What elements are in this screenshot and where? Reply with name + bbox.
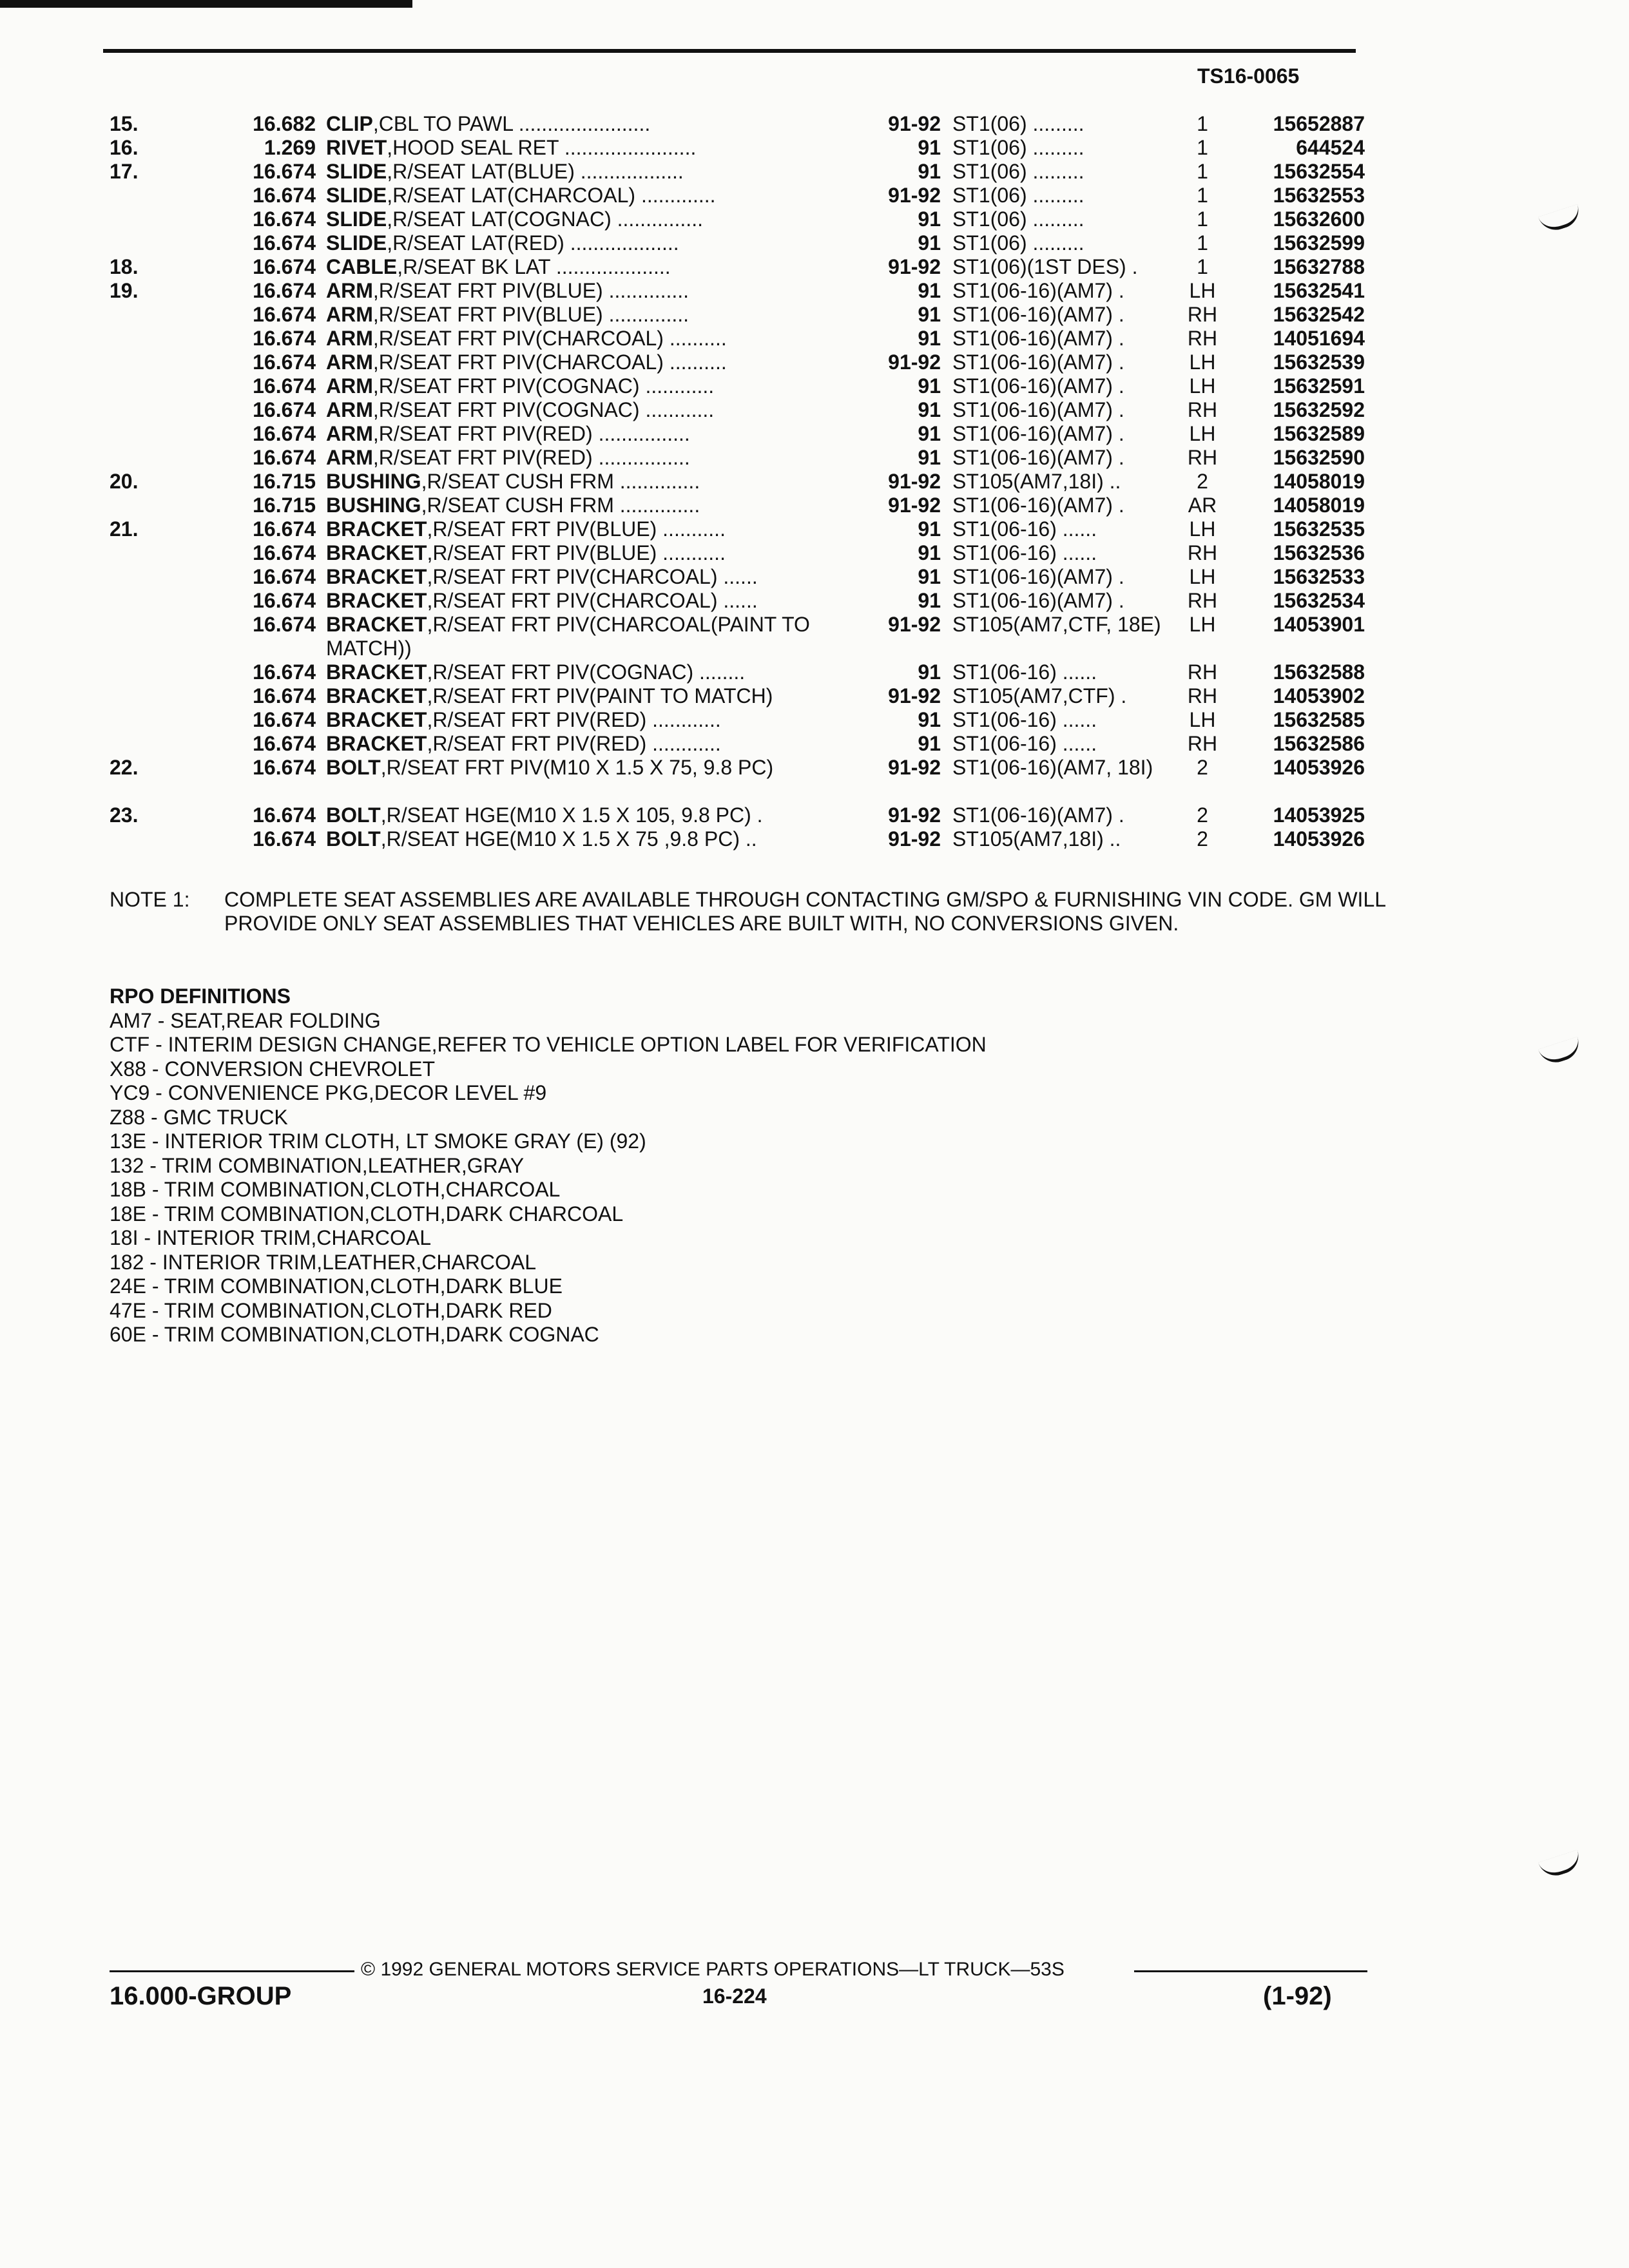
model-year: 91 bbox=[918, 446, 941, 469]
part-number: 15632586 bbox=[1273, 732, 1365, 755]
model-year: 91 bbox=[918, 374, 941, 398]
quantity: 1 bbox=[1197, 231, 1208, 255]
model-year: 91-92 bbox=[888, 827, 941, 850]
quantity: 2 bbox=[1197, 756, 1208, 779]
dot-leader: .............. bbox=[602, 303, 689, 326]
part-detail: ,R/SEAT LAT(BLUE) bbox=[387, 160, 575, 183]
model-year: 91 bbox=[918, 327, 941, 350]
group-number: 16.674 bbox=[253, 184, 316, 207]
part-description bbox=[326, 184, 854, 207]
part-description bbox=[326, 684, 854, 708]
note-text: COMPLETE SEAT ASSEMBLIES ARE AVAILABLE THROUGH CONTACTING GM/SPO & FURNISHING VIN CODE. GM WILL PROVIDE ONLY SEAT ASSEMBLIES THAT VEHICLES ARE BUILT WITH, NO CONVERSIONS GIVEN. bbox=[224, 888, 1385, 935]
group-number: 16.674 bbox=[253, 803, 316, 827]
item-number: 17. bbox=[110, 160, 139, 183]
part-detail: ,R/SEAT FRT PIV(PAINT TO MATCH) bbox=[427, 684, 773, 707]
footer-date: (1-92) bbox=[1263, 1982, 1332, 2010]
part-number: 14053901 bbox=[1273, 613, 1365, 636]
item-number: 19. bbox=[110, 279, 139, 302]
part-description bbox=[326, 565, 854, 589]
group-number: 16.674 bbox=[253, 756, 316, 779]
model-usage: ST1(06-16) ...... bbox=[952, 541, 1097, 564]
model-year: 91 bbox=[918, 565, 941, 588]
part-name: BRACKET bbox=[326, 660, 427, 684]
part-name: SLIDE bbox=[326, 184, 387, 207]
part-number: 15632600 bbox=[1273, 207, 1365, 231]
model-usage: ST1(06-16)(AM7) . bbox=[952, 446, 1124, 469]
part-description bbox=[326, 112, 854, 136]
part-detail: ,R/SEAT FRT PIV(BLUE) bbox=[427, 517, 657, 541]
dot-leader: ................ bbox=[592, 422, 690, 445]
part-number: 15632788 bbox=[1273, 255, 1365, 278]
rpo-item: 182 - INTERIOR TRIM,LEATHER,CHARCOAL bbox=[110, 1250, 537, 1274]
header-rule bbox=[103, 49, 1356, 53]
part-detail: ,R/SEAT FRT PIV(CHARCOAL) bbox=[372, 351, 664, 374]
quantity: RH bbox=[1187, 398, 1218, 421]
part-description bbox=[326, 446, 854, 470]
part-number: 15632589 bbox=[1273, 422, 1365, 445]
part-detail: ,R/SEAT LAT(CHARCOAL) bbox=[387, 184, 636, 207]
part-detail: ,R/SEAT HGE(M10 X 1.5 X 75 ,9.8 PC) bbox=[380, 827, 740, 850]
part-name: BRACKET bbox=[326, 565, 427, 588]
part-number: 14053925 bbox=[1273, 803, 1365, 827]
part-description bbox=[326, 303, 854, 327]
rpo-item: Z88 - GMC TRUCK bbox=[110, 1105, 288, 1129]
dot-leader: .............. bbox=[613, 494, 700, 517]
model-year: 91 bbox=[918, 136, 941, 159]
group-number: 16.682 bbox=[253, 112, 316, 135]
model-usage: ST1(06) ......... bbox=[952, 136, 1084, 159]
part-detail: ,R/SEAT FRT PIV(COGNAC) bbox=[427, 660, 694, 684]
part-detail: ,R/SEAT FRT PIV(COGNAC) bbox=[372, 398, 640, 421]
dot-leader: .................. bbox=[574, 160, 684, 183]
group-number: 16.674 bbox=[253, 207, 316, 231]
part-number: 15632542 bbox=[1273, 303, 1365, 326]
group-number: 16.674 bbox=[253, 351, 316, 374]
quantity: LH bbox=[1189, 517, 1216, 541]
part-number: 14053902 bbox=[1273, 684, 1365, 707]
group-number: 16.674 bbox=[253, 708, 316, 731]
part-description bbox=[326, 207, 854, 231]
part-detail: ,R/SEAT CUSH FRM bbox=[421, 470, 614, 493]
part-name: RIVET bbox=[326, 136, 387, 159]
quantity: RH bbox=[1187, 660, 1218, 684]
group-number: 16.674 bbox=[253, 827, 316, 850]
model-year: 91-92 bbox=[888, 255, 941, 278]
quantity: LH bbox=[1189, 708, 1216, 731]
part-name: BOLT bbox=[326, 756, 381, 779]
dot-leader: ............ bbox=[646, 708, 721, 731]
part-description bbox=[326, 374, 854, 398]
part-detail: ,CBL TO PAWL bbox=[372, 112, 513, 135]
model-year: 91-92 bbox=[888, 470, 941, 493]
part-number: 15632554 bbox=[1273, 160, 1365, 183]
group-number: 16.674 bbox=[253, 422, 316, 445]
part-name: BUSHING bbox=[326, 494, 421, 517]
group-number: 16.674 bbox=[253, 398, 316, 421]
model-usage: ST1(06) ......... bbox=[952, 231, 1084, 255]
model-usage: ST1(06)(1ST DES) . bbox=[952, 255, 1138, 278]
model-usage: ST1(06-16)(AM7) . bbox=[952, 279, 1124, 302]
part-description bbox=[326, 517, 854, 541]
part-detail: ,HOOD SEAL RET bbox=[387, 136, 559, 159]
part-description bbox=[326, 160, 854, 184]
quantity: RH bbox=[1187, 446, 1218, 469]
part-detail: ,R/SEAT FRT PIV(CHARCOAL) bbox=[427, 589, 718, 612]
quantity: LH bbox=[1189, 279, 1216, 302]
part-number: 15632539 bbox=[1273, 351, 1365, 374]
rpo-item: 47E - TRIM COMBINATION,CLOTH,DARK RED bbox=[110, 1298, 552, 1322]
rpo-definitions bbox=[110, 985, 987, 1347]
quantity: AR bbox=[1188, 494, 1217, 517]
binder-hole-mark bbox=[1538, 1850, 1583, 1880]
part-number: 14053926 bbox=[1273, 756, 1365, 779]
footer-page-number: 16-224 bbox=[702, 1984, 767, 2008]
part-detail: ,R/SEAT LAT(RED) bbox=[387, 231, 564, 255]
quantity: RH bbox=[1187, 589, 1218, 612]
model-usage: ST105(AM7,CTF) . bbox=[952, 684, 1127, 707]
part-name: BRACKET bbox=[326, 517, 427, 541]
model-year: 91-92 bbox=[888, 803, 941, 827]
binder-hole-mark bbox=[1538, 204, 1583, 235]
model-year: 91-92 bbox=[888, 684, 941, 707]
dot-leader: .................... bbox=[550, 255, 671, 278]
note-label: NOTE 1: bbox=[110, 888, 190, 911]
dot-leader: ....................... bbox=[512, 112, 651, 135]
part-name: BRACKET bbox=[326, 684, 427, 707]
part-description bbox=[326, 660, 854, 684]
part-name: ARM bbox=[326, 351, 373, 374]
group-number: 16.674 bbox=[253, 446, 316, 469]
model-year: 91 bbox=[918, 422, 941, 445]
part-number: 14051694 bbox=[1273, 327, 1365, 350]
model-usage: ST1(06-16) ...... bbox=[952, 660, 1097, 684]
model-usage: ST1(06) ......... bbox=[952, 184, 1084, 207]
part-description bbox=[326, 827, 854, 851]
quantity: LH bbox=[1189, 374, 1216, 398]
part-number: 644524 bbox=[1296, 136, 1365, 159]
rpo-list bbox=[110, 1009, 987, 1347]
model-usage: ST1(06-16)(AM7) . bbox=[952, 565, 1124, 588]
quantity: RH bbox=[1187, 684, 1218, 707]
model-year: 91 bbox=[918, 303, 941, 326]
dot-leader: ................... bbox=[564, 231, 679, 255]
model-year: 91 bbox=[918, 541, 941, 564]
part-name: BOLT bbox=[326, 803, 381, 827]
model-usage: ST1(06-16) ...... bbox=[952, 517, 1097, 541]
dot-leader: ........ bbox=[693, 660, 746, 684]
group-number: 16.674 bbox=[253, 279, 316, 302]
item-number: 21. bbox=[110, 517, 139, 541]
rpo-item: 60E - TRIM COMBINATION,CLOTH,DARK COGNAC bbox=[110, 1323, 599, 1346]
dot-leader: .......... bbox=[663, 327, 727, 350]
item-number: 15. bbox=[110, 112, 139, 135]
part-number: 15632585 bbox=[1273, 708, 1365, 731]
group-number: 16.715 bbox=[253, 470, 316, 493]
part-name: CLIP bbox=[326, 112, 373, 135]
part-detail: ,R/SEAT FRT PIV(RED) bbox=[372, 446, 593, 469]
rpo-item: 18E - TRIM COMBINATION,CLOTH,DARK CHARCOAL bbox=[110, 1202, 624, 1225]
part-description bbox=[326, 327, 854, 351]
part-description bbox=[326, 494, 854, 517]
footer-rule-right bbox=[1134, 1970, 1367, 1972]
part-number: 15632534 bbox=[1273, 589, 1365, 612]
part-description bbox=[326, 255, 854, 279]
part-name: BUSHING bbox=[326, 470, 421, 493]
part-name: BOLT bbox=[326, 827, 381, 850]
part-name: SLIDE bbox=[326, 207, 387, 231]
part-description bbox=[326, 422, 854, 446]
rpo-item: 18I - INTERIOR TRIM,CHARCOAL bbox=[110, 1226, 432, 1249]
dot-leader: .......... bbox=[663, 351, 727, 374]
part-detail: ,R/SEAT FRT PIV(CHARCOAL) bbox=[427, 565, 718, 588]
dot-leader: ...... bbox=[717, 565, 758, 588]
model-usage: ST1(06-16)(AM7) . bbox=[952, 422, 1124, 445]
part-detail: ,R/SEAT BK LAT bbox=[397, 255, 550, 278]
part-detail: ,R/SEAT FRT PIV(RED) bbox=[427, 708, 647, 731]
part-description bbox=[326, 708, 854, 732]
part-name: ARM bbox=[326, 374, 373, 398]
item-number: 23. bbox=[110, 803, 139, 827]
part-number: 15632533 bbox=[1273, 565, 1365, 588]
part-number: 15632588 bbox=[1273, 660, 1365, 684]
part-detail: ,R/SEAT FRT PIV(CHARCOAL) bbox=[372, 327, 664, 350]
part-number: 15632599 bbox=[1273, 231, 1365, 255]
model-usage: ST1(06) ......... bbox=[952, 207, 1084, 231]
rpo-item: 13E - INTERIOR TRIM CLOTH, LT SMOKE GRAY (E) (92) bbox=[110, 1129, 646, 1153]
part-detail: ,R/SEAT FRT PIV(M10 X 1.5 X 75, 9.8 PC) bbox=[380, 756, 774, 779]
group-number: 16.674 bbox=[253, 160, 316, 183]
part-detail: ,R/SEAT LAT(COGNAC) bbox=[387, 207, 612, 231]
model-year: 91-92 bbox=[888, 112, 941, 135]
quantity: LH bbox=[1189, 422, 1216, 445]
part-name: SLIDE bbox=[326, 231, 387, 255]
group-number: 16.674 bbox=[253, 732, 316, 755]
group-number: 16.674 bbox=[253, 374, 316, 398]
item-number: 18. bbox=[110, 255, 139, 278]
footer-rule-left bbox=[110, 1970, 354, 1972]
rpo-title: RPO DEFINITIONS bbox=[110, 985, 291, 1008]
group-number: 16.674 bbox=[253, 589, 316, 612]
item-number: 16. bbox=[110, 136, 139, 159]
model-usage: ST1(06-16)(AM7) . bbox=[952, 303, 1124, 326]
part-description bbox=[326, 732, 854, 756]
part-description bbox=[326, 589, 854, 613]
part-number: 15632536 bbox=[1273, 541, 1365, 564]
part-detail: ,R/SEAT CUSH FRM bbox=[421, 494, 614, 517]
model-usage: ST1(06-16)(AM7) . bbox=[952, 494, 1124, 517]
rpo-item: CTF - INTERIM DESIGN CHANGE,REFER TO VEHICLE OPTION LABEL FOR VERIFICATION bbox=[110, 1033, 987, 1056]
model-year: 91 bbox=[918, 732, 941, 755]
part-description bbox=[326, 279, 854, 303]
rpo-item: 132 - TRIM COMBINATION,LEATHER,GRAY bbox=[110, 1153, 525, 1177]
part-name: SLIDE bbox=[326, 160, 387, 183]
model-year: 91 bbox=[918, 160, 941, 183]
model-usage: ST105(AM7,CTF, 18E) bbox=[952, 613, 1161, 636]
quantity: 2 bbox=[1197, 803, 1208, 827]
model-year: 91 bbox=[918, 231, 941, 255]
part-number: 14058019 bbox=[1273, 470, 1365, 493]
quantity: 1 bbox=[1197, 255, 1208, 278]
model-year: 91 bbox=[918, 708, 941, 731]
part-name: ARM bbox=[326, 398, 373, 421]
model-usage: ST1(06-16)(AM7) . bbox=[952, 374, 1124, 398]
group-number: 16.674 bbox=[253, 684, 316, 707]
quantity: RH bbox=[1187, 327, 1218, 350]
part-name: BRACKET bbox=[326, 541, 427, 564]
quantity: 2 bbox=[1197, 827, 1208, 850]
document-id: TS16-0065 bbox=[1197, 64, 1300, 88]
model-year: 91 bbox=[918, 660, 941, 684]
part-name: ARM bbox=[326, 327, 373, 350]
model-usage: ST1(06) ......... bbox=[952, 160, 1084, 183]
part-detail: ,R/SEAT FRT PIV(RED) bbox=[427, 732, 647, 755]
part-number: 15632590 bbox=[1273, 446, 1365, 469]
group-number: 16.715 bbox=[253, 494, 316, 517]
model-year: 91-92 bbox=[888, 184, 941, 207]
dot-leader: ............ bbox=[639, 398, 715, 421]
part-name: BRACKET bbox=[326, 708, 427, 731]
part-number: 15632591 bbox=[1273, 374, 1365, 398]
rpo-item: 24E - TRIM COMBINATION,CLOTH,DARK BLUE bbox=[110, 1274, 563, 1298]
model-usage: ST1(06-16)(AM7, 18I) bbox=[952, 756, 1153, 779]
part-number: 14053926 bbox=[1273, 827, 1365, 850]
model-year: 91-92 bbox=[888, 351, 941, 374]
group-number: 16.674 bbox=[253, 660, 316, 684]
model-usage: ST1(06-16) ...... bbox=[952, 732, 1097, 755]
group-number: 16.674 bbox=[253, 565, 316, 588]
part-detail: ,R/SEAT FRT PIV(CHARCOAL(PAINT TO MATCH)) bbox=[326, 613, 810, 660]
group-number: 16.674 bbox=[253, 613, 316, 636]
part-name: CABLE bbox=[326, 255, 398, 278]
quantity: 1 bbox=[1197, 136, 1208, 159]
dot-leader: ............. bbox=[635, 184, 716, 207]
top-edge-bar bbox=[0, 0, 412, 8]
part-detail: ,R/SEAT FRT PIV(BLUE) bbox=[372, 279, 603, 302]
model-usage: ST1(06-16)(AM7) . bbox=[952, 398, 1124, 421]
model-year: 91 bbox=[918, 398, 941, 421]
model-year: 91-92 bbox=[888, 494, 941, 517]
part-detail: ,R/SEAT FRT PIV(BLUE) bbox=[427, 541, 657, 564]
part-description bbox=[326, 231, 854, 255]
dot-leader: .. bbox=[739, 827, 757, 850]
dot-leader: .............. bbox=[602, 279, 689, 302]
item-number: 20. bbox=[110, 470, 139, 493]
part-number: 14058019 bbox=[1273, 494, 1365, 517]
quantity: LH bbox=[1189, 351, 1216, 374]
dot-leader: .............. bbox=[613, 470, 700, 493]
dot-leader: ............ bbox=[639, 374, 715, 398]
quantity: RH bbox=[1187, 303, 1218, 326]
group-number: 16.674 bbox=[253, 231, 316, 255]
group-number: 16.674 bbox=[253, 303, 316, 326]
part-number: 15632553 bbox=[1273, 184, 1365, 207]
part-detail: ,R/SEAT FRT PIV(BLUE) bbox=[372, 303, 603, 326]
part-number: 15632535 bbox=[1273, 517, 1365, 541]
dot-leader: . bbox=[751, 803, 763, 827]
model-usage: ST1(06) ......... bbox=[952, 112, 1084, 135]
quantity: 1 bbox=[1197, 160, 1208, 183]
dot-leader: ....................... bbox=[558, 136, 697, 159]
group-number: 16.674 bbox=[253, 541, 316, 564]
model-usage: ST105(AM7,18I) .. bbox=[952, 827, 1121, 850]
part-name: ARM bbox=[326, 303, 373, 326]
footer-copyright: © 1992 GENERAL MOTORS SERVICE PARTS OPERATIONS—LT TRUCK—53S bbox=[361, 1959, 1065, 1980]
model-usage: ST1(06-16)(AM7) . bbox=[952, 327, 1124, 350]
item-number: 22. bbox=[110, 756, 139, 779]
model-year: 91-92 bbox=[888, 756, 941, 779]
part-description bbox=[326, 803, 854, 827]
dot-leader: ...... bbox=[717, 589, 758, 612]
part-detail: ,R/SEAT FRT PIV(RED) bbox=[372, 422, 593, 445]
part-name: ARM bbox=[326, 446, 373, 469]
part-description bbox=[326, 613, 854, 660]
model-year: 91 bbox=[918, 207, 941, 231]
rpo-item: X88 - CONVERSION CHEVROLET bbox=[110, 1057, 435, 1081]
model-year: 91 bbox=[918, 517, 941, 541]
part-description bbox=[326, 351, 854, 374]
model-usage: ST1(06-16) ...... bbox=[952, 708, 1097, 731]
quantity: 1 bbox=[1197, 112, 1208, 135]
binder-hole-mark bbox=[1538, 1037, 1583, 1067]
model-usage: ST1(06-16)(AM7) . bbox=[952, 803, 1124, 827]
model-usage: ST1(06-16)(AM7) . bbox=[952, 589, 1124, 612]
dot-leader: ............ bbox=[646, 732, 721, 755]
rpo-item: AM7 - SEAT,REAR FOLDING bbox=[110, 1008, 381, 1032]
quantity: 1 bbox=[1197, 184, 1208, 207]
dot-leader: ................ bbox=[592, 446, 690, 469]
part-name: ARM bbox=[326, 422, 373, 445]
part-name: BRACKET bbox=[326, 589, 427, 612]
quantity: LH bbox=[1189, 565, 1216, 588]
dot-leader: ............... bbox=[611, 207, 703, 231]
group-number: 1.269 bbox=[264, 136, 316, 159]
quantity: RH bbox=[1187, 732, 1218, 755]
model-usage: ST105(AM7,18I) .. bbox=[952, 470, 1121, 493]
part-description bbox=[326, 136, 854, 160]
part-number: 15652887 bbox=[1273, 112, 1365, 135]
part-description bbox=[326, 398, 854, 422]
part-description bbox=[326, 541, 854, 565]
part-number: 15632592 bbox=[1273, 398, 1365, 421]
quantity: LH bbox=[1189, 613, 1216, 636]
group-number: 16.674 bbox=[253, 327, 316, 350]
group-number: 16.674 bbox=[253, 255, 316, 278]
model-year: 91 bbox=[918, 589, 941, 612]
quantity: RH bbox=[1187, 541, 1218, 564]
model-year: 91-92 bbox=[888, 613, 941, 636]
rpo-item: 18B - TRIM COMBINATION,CLOTH,CHARCOAL bbox=[110, 1178, 561, 1201]
model-year: 91 bbox=[918, 279, 941, 302]
dot-leader: ........... bbox=[657, 517, 726, 541]
quantity: 2 bbox=[1197, 470, 1208, 493]
part-number: 15632541 bbox=[1273, 279, 1365, 302]
part-name: ARM bbox=[326, 279, 373, 302]
part-description bbox=[326, 470, 854, 494]
part-name: BRACKET bbox=[326, 732, 427, 755]
model-usage: ST1(06-16)(AM7) . bbox=[952, 351, 1124, 374]
group-number: 16.674 bbox=[253, 517, 316, 541]
part-description bbox=[326, 756, 854, 780]
quantity: 1 bbox=[1197, 207, 1208, 231]
rpo-item: YC9 - CONVENIENCE PKG,DECOR LEVEL #9 bbox=[110, 1081, 547, 1104]
part-detail: ,R/SEAT FRT PIV(COGNAC) bbox=[372, 374, 640, 398]
part-name: BRACKET bbox=[326, 613, 427, 636]
part-detail: ,R/SEAT HGE(M10 X 1.5 X 105, 9.8 PC) bbox=[380, 803, 751, 827]
footer-group: 16.000-GROUP bbox=[110, 1982, 292, 2010]
dot-leader: ........... bbox=[657, 541, 726, 564]
